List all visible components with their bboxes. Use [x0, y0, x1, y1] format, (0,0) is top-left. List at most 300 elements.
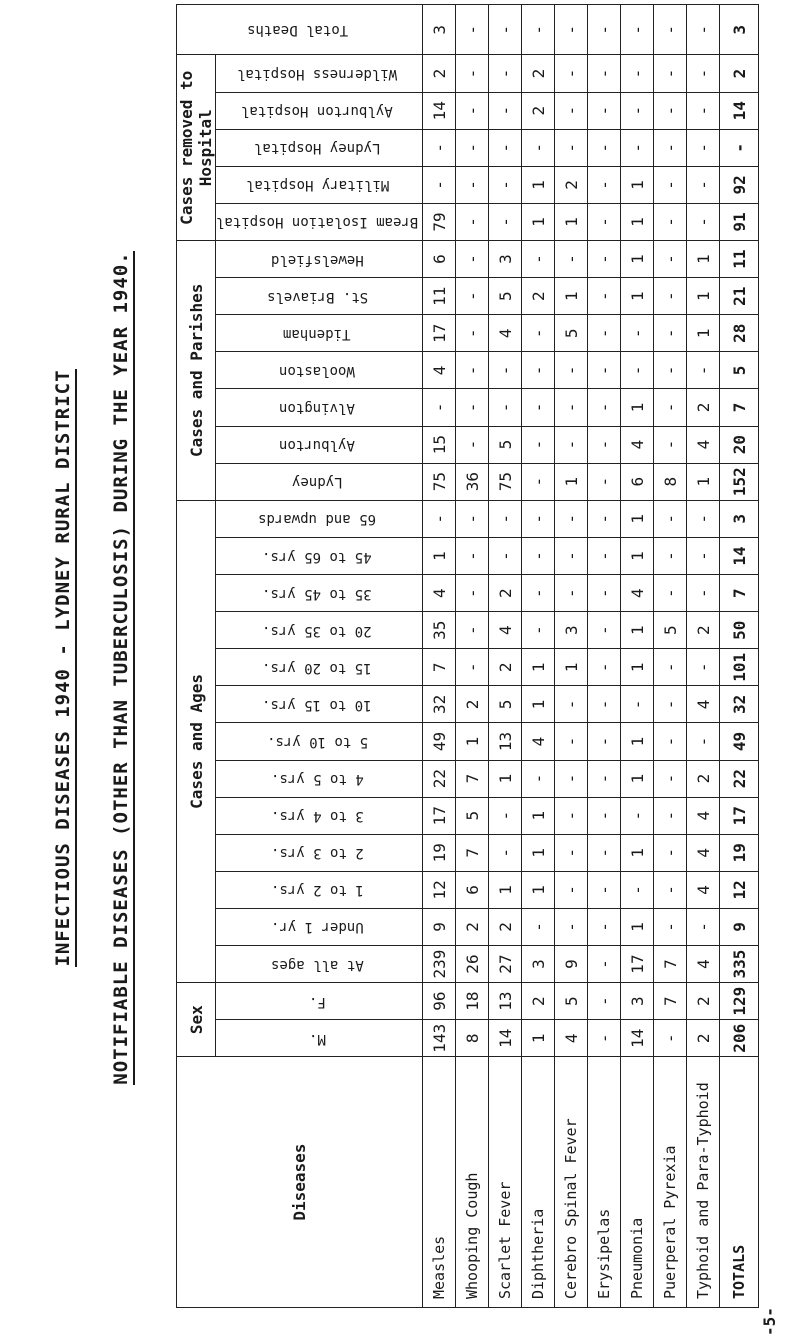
- parish_cols-header-6: [216, 241, 423, 278]
- table-cell: -: [588, 1020, 621, 1057]
- age_cols-header-label: 15 to 20 yrs.: [262, 659, 372, 676]
- table-cell: -: [456, 500, 489, 537]
- table-cell: -: [654, 760, 687, 797]
- table-cell: 17: [423, 315, 456, 352]
- table-cell: -: [456, 575, 489, 612]
- table-cell: -: [456, 129, 489, 166]
- table-cell: -: [555, 55, 588, 92]
- table-cell: 5: [489, 426, 522, 463]
- table-cell: 12: [720, 871, 759, 908]
- table-cell: 4: [522, 723, 555, 760]
- table-row: [423, 5, 456, 1308]
- table-cell: -: [522, 241, 555, 278]
- table-cell: 36: [456, 463, 489, 500]
- table-cell: 5: [489, 278, 522, 315]
- table-cell: -: [588, 946, 621, 983]
- hospital_cols-header-label: Wilderness Hospital: [237, 66, 398, 83]
- table-cell: -: [654, 575, 687, 612]
- table-cell: 2: [687, 760, 720, 797]
- table-cell: -: [654, 686, 687, 723]
- table-cell: -: [555, 871, 588, 908]
- group-header-0: Sex: [177, 983, 216, 1057]
- table-cell: -: [555, 426, 588, 463]
- table-cell: 2: [687, 389, 720, 426]
- table-cell: 4: [489, 612, 522, 649]
- table-cell: 22: [423, 760, 456, 797]
- table-cell: -: [489, 92, 522, 129]
- table-cell: -: [489, 203, 522, 240]
- table-cell: 7: [423, 649, 456, 686]
- table-cell: 1: [621, 278, 654, 315]
- table-cell: -: [588, 612, 621, 649]
- table-cell: -: [522, 315, 555, 352]
- deaths-header: [177, 5, 423, 56]
- table-cell: -: [687, 649, 720, 686]
- table-cell: 9: [423, 908, 456, 945]
- table-cell: -: [588, 463, 621, 500]
- parish_cols-header-label: Woolaston: [279, 362, 356, 379]
- hospital_cols-header-label: Lydney Hospital: [253, 140, 381, 157]
- table-cell: 5: [654, 612, 687, 649]
- table-cell: -: [456, 537, 489, 574]
- table-cell: 4: [423, 575, 456, 612]
- table-cell: 2: [489, 908, 522, 945]
- table-cell: -: [555, 723, 588, 760]
- hospital_cols-header-1: [216, 166, 423, 203]
- age_cols-header-6: [216, 723, 423, 760]
- table-cell: 5: [489, 686, 522, 723]
- table-cell: -: [654, 908, 687, 945]
- table-cell: 4: [687, 946, 720, 983]
- table-cell: -: [687, 575, 720, 612]
- table-cell: -: [588, 649, 621, 686]
- table-cell: 14: [720, 537, 759, 574]
- disease-name: Measles: [423, 1057, 456, 1308]
- age_cols-header-label: 1 to 2 yrs.: [270, 882, 364, 899]
- table-cell: 8: [456, 1020, 489, 1057]
- table-cell: 1: [522, 166, 555, 203]
- table-cell: 7: [720, 389, 759, 426]
- table-cell: -: [621, 352, 654, 389]
- table-cell: 35: [423, 612, 456, 649]
- age_cols-header-label: 2 to 3 yrs.: [270, 845, 364, 862]
- table-cell: -: [489, 55, 522, 92]
- table-cell: -: [522, 537, 555, 574]
- table-cell: 335: [720, 946, 759, 983]
- table-cell: -: [687, 92, 720, 129]
- hospital_cols-header-4: [216, 55, 423, 92]
- table-cell: -: [687, 500, 720, 537]
- disease-name: Cerebro Spinal Fever: [555, 1057, 588, 1308]
- table-cell: -: [654, 92, 687, 129]
- table-cell: -: [489, 537, 522, 574]
- table-cell: -: [456, 612, 489, 649]
- table-cell: -: [654, 5, 687, 56]
- table-cell: 1: [687, 278, 720, 315]
- table-cell: 1: [687, 315, 720, 352]
- table-cell: -: [423, 500, 456, 537]
- age_cols-header-9: [216, 612, 423, 649]
- disease-name: Typhoid and Para-Typhoid: [687, 1057, 720, 1308]
- age_cols-header-8: [216, 649, 423, 686]
- table-cell: -: [456, 5, 489, 56]
- table-cell: 4: [687, 686, 720, 723]
- disease-name: Puerperal Pyrexia: [654, 1057, 687, 1308]
- age_cols-header-5: [216, 760, 423, 797]
- table-cell: -: [588, 983, 621, 1020]
- table-cell: 26: [456, 946, 489, 983]
- table-cell: 6: [456, 871, 489, 908]
- age_cols-header-label: Under 1 yr.: [270, 919, 364, 936]
- table-cell: -: [489, 352, 522, 389]
- table-cell: 6: [621, 463, 654, 500]
- table-cell: 129: [720, 983, 759, 1020]
- table-cell: 1: [621, 241, 654, 278]
- table-cell: -: [456, 315, 489, 352]
- table-cell: -: [555, 537, 588, 574]
- disease-name: Whooping Cough: [456, 1057, 489, 1308]
- table-cell: 17: [423, 797, 456, 834]
- table-cell: 2: [522, 92, 555, 129]
- age_cols-header-label: 10 to 15 yrs.: [262, 696, 372, 713]
- table-row: [588, 5, 621, 1308]
- table-cell: 1: [621, 649, 654, 686]
- table-cell: 18: [456, 983, 489, 1020]
- parish_cols-header-2: [216, 389, 423, 426]
- table-cell: 4: [423, 352, 456, 389]
- table-cell: 2: [522, 55, 555, 92]
- table-cell: 3: [720, 500, 759, 537]
- table-cell: -: [423, 166, 456, 203]
- table-cell: -: [621, 5, 654, 56]
- table-cell: 17: [621, 946, 654, 983]
- table-cell: -: [522, 5, 555, 56]
- table-cell: 1: [522, 871, 555, 908]
- table-cell: 2: [687, 1020, 720, 1057]
- table-cell: -: [555, 389, 588, 426]
- table-cell: 9: [555, 946, 588, 983]
- sex_cols-header-label: F.: [308, 993, 326, 1010]
- table-cell: -: [588, 723, 621, 760]
- table-cell: 1: [621, 389, 654, 426]
- table-cell: 1: [621, 834, 654, 871]
- diseases-header: Diseases: [177, 1057, 423, 1308]
- table-cell: 1: [423, 537, 456, 574]
- table-cell: -: [489, 389, 522, 426]
- table-cell: -: [654, 55, 687, 92]
- table-cell: -: [456, 203, 489, 240]
- table-cell: 206: [720, 1020, 759, 1057]
- table-cell: -: [687, 352, 720, 389]
- table-cell: 49: [423, 723, 456, 760]
- table-cell: -: [621, 797, 654, 834]
- table-cell: -: [423, 129, 456, 166]
- table-cell: -: [588, 203, 621, 240]
- table-cell: 28: [720, 315, 759, 352]
- sex_cols-header-label: M.: [308, 1030, 326, 1047]
- table-cell: -: [588, 5, 621, 56]
- table-cell: -: [588, 797, 621, 834]
- table-cell: 2: [555, 166, 588, 203]
- hospital_cols-header-3: [216, 92, 423, 129]
- table-cell: -: [456, 241, 489, 278]
- age_cols-header-label: 45 to 65 yrs.: [262, 548, 372, 565]
- parish_cols-header-3: [216, 352, 423, 389]
- table-cell: -: [555, 686, 588, 723]
- parish_cols-header-1: [216, 426, 423, 463]
- notifiable-diseases-table: [176, 4, 759, 1308]
- table-cell: -: [654, 649, 687, 686]
- table-cell: 9: [720, 908, 759, 945]
- table-cell: 15: [423, 426, 456, 463]
- table-cell: -: [654, 315, 687, 352]
- table-row: [687, 5, 720, 1308]
- table-cell: 4: [687, 834, 720, 871]
- table-cell: -: [654, 203, 687, 240]
- table-cell: 1: [621, 500, 654, 537]
- parish_cols-header-0: [216, 463, 423, 500]
- disease-name: Erysipelas: [588, 1057, 621, 1308]
- table-cell: 1: [522, 1020, 555, 1057]
- table-cell: -: [489, 834, 522, 871]
- hospital_cols-header-0: [216, 203, 423, 240]
- table-cell: 5: [555, 315, 588, 352]
- table-cell: 50: [720, 612, 759, 649]
- table-cell: -: [687, 203, 720, 240]
- table-row: [555, 5, 588, 1308]
- table-cell: 2: [522, 983, 555, 1020]
- table-cell: -: [588, 500, 621, 537]
- table-cell: -: [621, 55, 654, 92]
- table-cell: 1: [687, 241, 720, 278]
- sex_cols-header-0: [216, 1020, 423, 1057]
- table-cell: 4: [687, 797, 720, 834]
- table-cell: 3: [489, 241, 522, 278]
- age_cols-header-10: [216, 575, 423, 612]
- table-cell: -: [489, 5, 522, 56]
- table-cell: 8: [654, 463, 687, 500]
- age_cols-header-1: [216, 908, 423, 945]
- table-cell: 19: [720, 834, 759, 871]
- table-cell: -: [621, 129, 654, 166]
- parish_cols-header-label: Lydney: [291, 474, 343, 491]
- table-cell: -: [687, 537, 720, 574]
- table-cell: -: [555, 92, 588, 129]
- table-cell: -: [654, 834, 687, 871]
- age_cols-header-7: [216, 686, 423, 723]
- table-cell: 1: [522, 797, 555, 834]
- table-cell: 7: [654, 983, 687, 1020]
- table-cell: 14: [489, 1020, 522, 1057]
- age_cols-header-label: At all ages: [270, 956, 364, 973]
- table-cell: -: [555, 908, 588, 945]
- table-cell: 1: [621, 537, 654, 574]
- table-cell: 152: [720, 463, 759, 500]
- table-cell: -: [456, 278, 489, 315]
- table-row: [489, 5, 522, 1308]
- table-cell: 1: [621, 612, 654, 649]
- age_cols-header-0: [216, 946, 423, 983]
- table-cell: 11: [720, 241, 759, 278]
- table-cell: 239: [423, 946, 456, 983]
- table-cell: 2: [456, 908, 489, 945]
- table-cell: -: [687, 723, 720, 760]
- table-cell: 1: [621, 166, 654, 203]
- parish_cols-header-5: [216, 278, 423, 315]
- table-cell: -: [456, 55, 489, 92]
- table-cell: 4: [555, 1020, 588, 1057]
- table-cell: 4: [621, 426, 654, 463]
- table-cell: -: [489, 129, 522, 166]
- table-cell: -: [654, 797, 687, 834]
- table-cell: 27: [489, 946, 522, 983]
- table-cell: -: [654, 871, 687, 908]
- table-cell: 4: [621, 575, 654, 612]
- table-cell: -: [588, 352, 621, 389]
- table-cell: 2: [489, 575, 522, 612]
- table-cell: -: [456, 352, 489, 389]
- table-cell: -: [588, 575, 621, 612]
- table-cell: -: [687, 5, 720, 56]
- table-cell: -: [522, 575, 555, 612]
- table-cell: -: [555, 241, 588, 278]
- table-cell: -: [621, 315, 654, 352]
- table-cell: -: [588, 908, 621, 945]
- disease-name: Scarlet Fever: [489, 1057, 522, 1308]
- table-cell: 5: [555, 983, 588, 1020]
- table-cell: -: [522, 463, 555, 500]
- table-cell: 1: [489, 760, 522, 797]
- table-cell: -: [456, 649, 489, 686]
- table-cell: -: [489, 166, 522, 203]
- table-cell: -: [588, 426, 621, 463]
- hospital_cols-header-label: Aylburton Hospital: [241, 103, 393, 120]
- age_cols-header-label: 4 to 5 yrs.: [270, 771, 364, 788]
- table-cell: 14: [720, 92, 759, 129]
- table-cell: 4: [687, 426, 720, 463]
- disease-name: Diphtheria: [522, 1057, 555, 1308]
- hospital_cols-header-2: [216, 129, 423, 166]
- table-cell: 20: [720, 426, 759, 463]
- age_cols-header-label: 5 to 10 yrs.: [266, 733, 368, 750]
- table-cell: -: [588, 686, 621, 723]
- table-cell: 1: [621, 908, 654, 945]
- parish_cols-header-label: Hewelsfield: [270, 251, 364, 268]
- disease-name: TOTALS: [720, 1057, 759, 1308]
- table-cell: -: [522, 389, 555, 426]
- table-row: [522, 5, 555, 1308]
- table-cell: -: [654, 129, 687, 166]
- table-cell: 79: [423, 203, 456, 240]
- table-cell: 101: [720, 649, 759, 686]
- table-cell: -: [654, 426, 687, 463]
- table-cell: -: [654, 537, 687, 574]
- table-cell: 2: [456, 686, 489, 723]
- table-cell: -: [687, 908, 720, 945]
- table-cell: -: [687, 55, 720, 92]
- table-cell: -: [654, 352, 687, 389]
- table-cell: 3: [555, 612, 588, 649]
- table-cell: 1: [522, 686, 555, 723]
- table-cell: -: [654, 278, 687, 315]
- table-cell: 11: [423, 278, 456, 315]
- table-cell: -: [621, 92, 654, 129]
- disease-name: Pneumonia: [621, 1057, 654, 1308]
- table-cell: -: [588, 166, 621, 203]
- parish_cols-header-4: [216, 315, 423, 352]
- table-cell: 1: [522, 649, 555, 686]
- table-cell: 5: [720, 352, 759, 389]
- table-cell: 2: [489, 649, 522, 686]
- table-cell: 1: [555, 278, 588, 315]
- table-cell: -: [555, 575, 588, 612]
- table-cell: 143: [423, 1020, 456, 1057]
- table-cell: -: [555, 500, 588, 537]
- table-cell: -: [522, 908, 555, 945]
- deaths-header-label: Total Deaths: [247, 22, 349, 39]
- table-cell: -: [621, 686, 654, 723]
- table-cell: -: [588, 129, 621, 166]
- table-cell: -: [588, 537, 621, 574]
- table-cell: -: [456, 92, 489, 129]
- table-cell: 13: [489, 723, 522, 760]
- group-header-3: Cases removed to Hospital: [177, 55, 216, 241]
- table-cell: 2: [687, 612, 720, 649]
- table-cell: -: [522, 500, 555, 537]
- table-cell: 7: [654, 946, 687, 983]
- table-cell: -: [588, 92, 621, 129]
- table-cell: 1: [456, 723, 489, 760]
- table-cell: 6: [423, 241, 456, 278]
- table-cell: 12: [423, 871, 456, 908]
- table-cell: -: [621, 871, 654, 908]
- table-cell: -: [720, 129, 759, 166]
- group-header-1: Cases and Ages: [177, 500, 216, 982]
- table-row: [621, 5, 654, 1308]
- table-cell: -: [588, 389, 621, 426]
- table-cell: 19: [423, 834, 456, 871]
- table-cell: 2: [423, 55, 456, 92]
- age_cols-header-12: [216, 500, 423, 537]
- table-cell: -: [522, 352, 555, 389]
- age_cols-header-label: 35 to 45 yrs.: [262, 585, 372, 602]
- table-cell: 3: [423, 5, 456, 56]
- table-cell: -: [654, 723, 687, 760]
- table-cell: -: [588, 760, 621, 797]
- age_cols-header-label: 3 to 4 yrs.: [270, 808, 364, 825]
- totals-row: [720, 5, 759, 1308]
- table-cell: 91: [720, 203, 759, 240]
- table-cell: 32: [720, 686, 759, 723]
- table-cell: -: [654, 166, 687, 203]
- table-cell: -: [489, 797, 522, 834]
- table-cell: 2: [687, 983, 720, 1020]
- table-cell: -: [588, 278, 621, 315]
- table-cell: 7: [456, 834, 489, 871]
- table-cell: -: [588, 315, 621, 352]
- table-cell: -: [588, 834, 621, 871]
- table-cell: 1: [489, 871, 522, 908]
- table-cell: 75: [489, 463, 522, 500]
- table-cell: 2: [522, 278, 555, 315]
- group-header-row: [177, 5, 216, 1308]
- table-cell: -: [423, 389, 456, 426]
- table-cell: 1: [555, 649, 588, 686]
- table-row: [456, 5, 489, 1308]
- table-cell: 1: [621, 723, 654, 760]
- table-cell: 96: [423, 983, 456, 1020]
- table-cell: 14: [621, 1020, 654, 1057]
